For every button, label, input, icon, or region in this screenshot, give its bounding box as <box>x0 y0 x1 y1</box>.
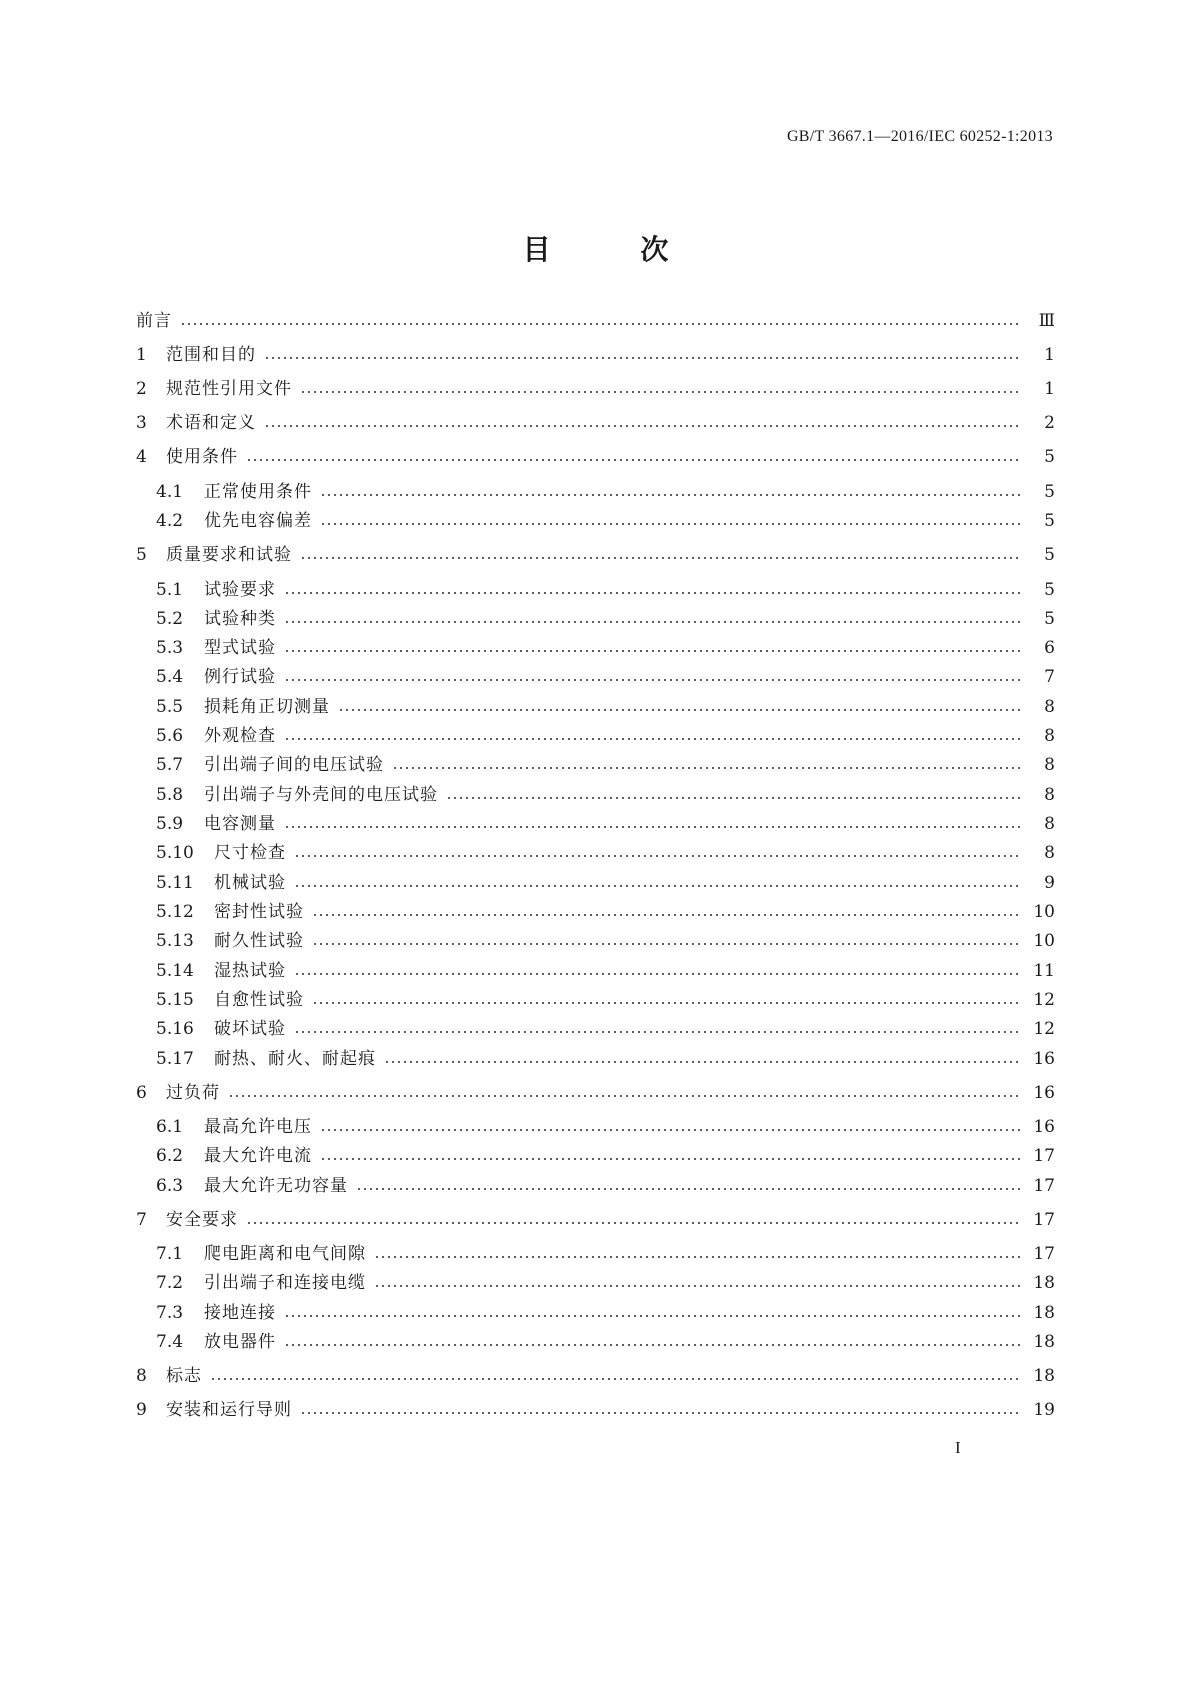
toc-entry-number: 4 <box>136 447 147 467</box>
page-number: I <box>955 1438 961 1457</box>
toc-entry-label: 密封性试验 <box>214 902 304 922</box>
toc-entry-number: 4.1 <box>156 482 184 502</box>
toc-entry-number: 5.13 <box>156 931 194 951</box>
toc-entry-label: 最大允许无功容量 <box>204 1176 348 1196</box>
toc-entry[interactable] <box>156 606 1055 632</box>
page-title: 目 次 <box>522 233 709 266</box>
toc-entry-page: 8 <box>1044 785 1055 805</box>
toc-entry-number: 5.8 <box>156 785 184 805</box>
toc-entry-page: 5 <box>1044 447 1055 467</box>
toc-entry[interactable] <box>156 664 1055 690</box>
toc-entry-number: 5.16 <box>156 1019 194 1039</box>
toc-entry[interactable] <box>156 479 1055 505</box>
toc-entry-number: 7.4 <box>156 1332 184 1352</box>
dot-leader <box>384 1061 1021 1063</box>
toc-entry-page: 16 <box>1033 1117 1055 1137</box>
toc-entry-page: 17 <box>1033 1176 1055 1196</box>
toc-entry[interactable] <box>156 899 1055 925</box>
dot-leader <box>320 1129 1021 1131</box>
toc-entry[interactable] <box>136 308 1055 334</box>
dot-leader <box>284 1344 1021 1346</box>
toc-entry[interactable] <box>136 376 1055 402</box>
toc-entry-page: 6 <box>1044 638 1055 658</box>
toc-entry-number: 1 <box>136 345 147 365</box>
toc-entry-label: 自愈性试验 <box>214 990 304 1010</box>
dot-leader <box>284 592 1021 594</box>
toc-entry[interactable] <box>156 1143 1055 1169</box>
toc-entry-page: Ⅲ <box>1038 311 1055 331</box>
toc-entry[interactable] <box>156 811 1055 837</box>
toc-entry-page: 10 <box>1033 902 1055 922</box>
toc-entry-label: 接地连接 <box>204 1303 276 1323</box>
dot-leader <box>284 738 1021 740</box>
toc-entry[interactable] <box>156 870 1055 896</box>
dot-leader <box>300 1412 1021 1414</box>
toc-entry-page: 1 <box>1044 379 1055 399</box>
dot-leader <box>300 391 1021 393</box>
toc-entry-label: 前言 <box>136 311 172 331</box>
toc-entry-number: 5.12 <box>156 902 194 922</box>
toc-entry-page: 5 <box>1044 482 1055 502</box>
dot-leader <box>338 709 1021 711</box>
toc-entry-page: 16 <box>1033 1049 1055 1069</box>
toc-entry[interactable] <box>136 1207 1055 1233</box>
dot-leader <box>294 855 1021 857</box>
dot-leader <box>284 1315 1021 1317</box>
toc-entry-page: 10 <box>1033 931 1055 951</box>
dot-leader <box>320 1158 1021 1160</box>
toc-entry-page: 17 <box>1033 1244 1055 1264</box>
toc-entry-label: 尺寸检查 <box>214 843 286 863</box>
toc-entry-page: 8 <box>1044 755 1055 775</box>
toc-entry[interactable] <box>156 958 1055 984</box>
toc-entry-page: 8 <box>1044 697 1055 717</box>
toc-entry-label: 放电器件 <box>204 1332 276 1352</box>
dot-leader <box>284 621 1021 623</box>
dot-leader <box>320 523 1021 525</box>
dot-leader <box>246 1222 1021 1224</box>
toc-entry-number: 5.17 <box>156 1049 194 1069</box>
toc-entry-number: 2 <box>136 379 147 399</box>
toc-entry-number: 7 <box>136 1210 147 1230</box>
dot-leader <box>374 1256 1021 1258</box>
toc-entry-page: 9 <box>1044 873 1055 893</box>
toc-entry-page: 8 <box>1044 726 1055 746</box>
dot-leader <box>320 494 1021 496</box>
dot-leader <box>284 650 1021 652</box>
toc-entry-label: 试验种类 <box>204 609 276 629</box>
toc-entry-label: 耐久性试验 <box>214 931 304 951</box>
toc-entry-label: 耐热、耐火、耐起痕 <box>214 1049 376 1069</box>
dot-leader <box>228 1095 1021 1097</box>
dot-leader <box>312 914 1021 916</box>
toc-entry[interactable] <box>156 1241 1055 1267</box>
toc-entry-label: 规范性引用文件 <box>166 379 292 399</box>
toc-entry[interactable] <box>156 987 1055 1013</box>
dot-leader <box>300 557 1021 559</box>
toc-entry-number: 7.3 <box>156 1303 184 1323</box>
toc-entry-page: 5 <box>1044 609 1055 629</box>
toc-entry[interactable] <box>156 577 1055 603</box>
dot-leader <box>312 943 1021 945</box>
toc-entry[interactable] <box>156 635 1055 661</box>
dot-leader <box>312 1002 1021 1004</box>
toc-entry-page: 16 <box>1033 1083 1055 1103</box>
dot-leader <box>356 1188 1021 1190</box>
toc-entry-label: 最大允许电流 <box>204 1146 312 1166</box>
toc-entry-page: 8 <box>1044 843 1055 863</box>
toc-entry-page: 17 <box>1033 1210 1055 1230</box>
toc-entry-page: 17 <box>1033 1146 1055 1166</box>
dot-leader <box>180 323 1021 325</box>
toc-entry-number: 9 <box>136 1400 147 1420</box>
toc-entry-label: 质量要求和试验 <box>166 545 292 565</box>
toc-entry-page: 5 <box>1044 545 1055 565</box>
toc-entry-number: 5.5 <box>156 697 184 717</box>
dot-leader <box>284 679 1021 681</box>
toc-entry[interactable] <box>156 1270 1055 1296</box>
toc-entry-number: 5 <box>136 545 147 565</box>
toc-entry-page: 1 <box>1044 345 1055 365</box>
toc-entry-label: 术语和定义 <box>166 413 256 433</box>
toc-entry-page: 18 <box>1033 1273 1055 1293</box>
toc-entry-label: 安装和运行导则 <box>166 1400 292 1420</box>
toc-entry[interactable] <box>156 723 1055 749</box>
toc-entry-number: 5.4 <box>156 667 184 687</box>
toc-entry[interactable] <box>156 1114 1055 1140</box>
dot-leader <box>294 973 1021 975</box>
toc-entry-number: 5.7 <box>156 755 184 775</box>
toc-entry-number: 6.3 <box>156 1176 184 1196</box>
dot-leader <box>284 826 1021 828</box>
toc-entry-label: 外观检查 <box>204 726 276 746</box>
dot-leader <box>294 885 1021 887</box>
toc-entry[interactable] <box>136 444 1055 470</box>
toc-entry-page: 12 <box>1033 990 1055 1010</box>
toc-entry[interactable] <box>156 1046 1055 1072</box>
toc-entry-label: 型式试验 <box>204 638 276 658</box>
document-id: GB/T 3667.1—2016/IEC 60252-1:2013 <box>786 128 1053 145</box>
toc-entry[interactable] <box>136 542 1055 568</box>
toc-entry-page: 19 <box>1033 1400 1055 1420</box>
toc-entry-page: 7 <box>1044 667 1055 687</box>
toc-entry-number: 6.2 <box>156 1146 184 1166</box>
toc-entry-label: 优先电容偏差 <box>204 511 312 531</box>
toc-entry-number: 3 <box>136 413 147 433</box>
toc-entry-label: 正常使用条件 <box>204 482 312 502</box>
toc-entry-label: 爬电距离和电气间隙 <box>204 1244 366 1264</box>
toc-entry-label: 例行试验 <box>204 667 276 687</box>
toc-entry-page: 18 <box>1033 1303 1055 1323</box>
toc-entry[interactable] <box>156 1016 1055 1042</box>
toc-entry-number: 5.1 <box>156 580 184 600</box>
toc-entry[interactable] <box>136 1080 1055 1106</box>
toc-entry-label: 损耗角正切测量 <box>204 697 330 717</box>
toc-entry-label: 电容测量 <box>204 814 276 834</box>
toc-entry[interactable] <box>156 1329 1055 1355</box>
toc-entry-number: 5.3 <box>156 638 184 658</box>
toc-entry-label: 过负荷 <box>166 1083 220 1103</box>
toc-entry-number: 5.2 <box>156 609 184 629</box>
toc-entry-label: 机械试验 <box>214 873 286 893</box>
toc-entry-label: 引出端子与外壳间的电压试验 <box>204 785 438 805</box>
toc-entry-label: 湿热试验 <box>214 961 286 981</box>
toc-entry[interactable] <box>156 928 1055 954</box>
toc-entry-label: 范围和目的 <box>166 345 256 365</box>
toc-entry-page: 8 <box>1044 814 1055 834</box>
dot-leader <box>264 425 1021 427</box>
toc-entry-number: 6 <box>136 1083 147 1103</box>
toc-entry-number: 7.1 <box>156 1244 184 1264</box>
toc-entry-page: 5 <box>1044 511 1055 531</box>
toc-entry-page: 12 <box>1033 1019 1055 1039</box>
toc-entry-label: 标志 <box>166 1366 202 1386</box>
toc-entry-page: 2 <box>1044 413 1055 433</box>
toc-entry[interactable] <box>156 840 1055 866</box>
dot-leader <box>374 1285 1021 1287</box>
toc-entry-label: 引出端子和连接电缆 <box>204 1273 366 1293</box>
toc-entry[interactable] <box>136 1363 1055 1389</box>
toc-entry-number: 5.11 <box>156 873 194 893</box>
toc-entry-page: 18 <box>1033 1366 1055 1386</box>
toc-entry-label: 破坏试验 <box>214 1019 286 1039</box>
toc-entry-number: 8 <box>136 1366 147 1386</box>
toc-entry[interactable] <box>156 508 1055 534</box>
dot-leader <box>294 1031 1021 1033</box>
toc-entry-number: 5.14 <box>156 961 194 981</box>
toc-entry-number: 5.6 <box>156 726 184 746</box>
dot-leader <box>392 767 1021 769</box>
toc-entry-number: 5.10 <box>156 843 194 863</box>
toc-entry-label: 引出端子间的电压试验 <box>204 755 384 775</box>
toc-entry-page: 5 <box>1044 580 1055 600</box>
toc-entry-number: 4.2 <box>156 511 184 531</box>
toc-entry-label: 使用条件 <box>166 447 238 467</box>
toc-entry[interactable] <box>156 752 1055 778</box>
dot-leader <box>446 797 1021 799</box>
toc-entry-number: 5.15 <box>156 990 194 1010</box>
toc-entry-label: 试验要求 <box>204 580 276 600</box>
toc-entry-page: 18 <box>1033 1332 1055 1352</box>
dot-leader <box>210 1378 1021 1380</box>
toc-entry[interactable] <box>136 1397 1055 1423</box>
toc-entry-label: 最高允许电压 <box>204 1117 312 1137</box>
toc-entry-number: 7.2 <box>156 1273 184 1293</box>
toc-entry[interactable] <box>156 1173 1055 1199</box>
toc-entry[interactable] <box>136 410 1055 436</box>
toc-entry-page: 11 <box>1033 961 1055 981</box>
toc-entry[interactable] <box>156 1300 1055 1326</box>
toc-entry[interactable] <box>156 782 1055 808</box>
toc-entry-label: 安全要求 <box>166 1210 238 1230</box>
toc-entry[interactable] <box>156 694 1055 720</box>
dot-leader <box>246 459 1021 461</box>
toc-entry-number: 5.9 <box>156 814 184 834</box>
toc-entry-number: 6.1 <box>156 1117 184 1137</box>
toc-entry[interactable] <box>136 342 1055 368</box>
dot-leader <box>264 357 1021 359</box>
